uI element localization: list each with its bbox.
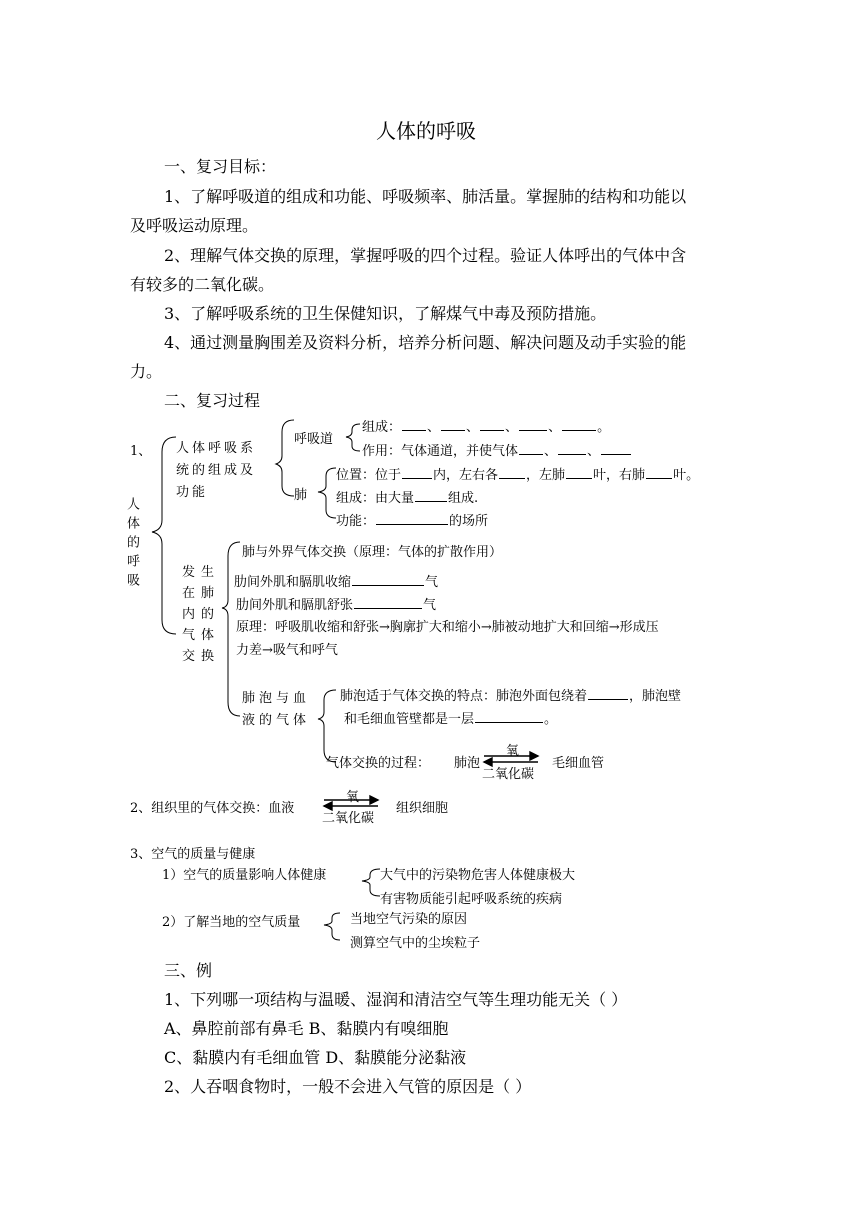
composition-label: 组成： xyxy=(362,420,402,435)
section1-heading: 一、复习目标： xyxy=(164,157,277,176)
air-sub2-b: 测算空气中的尘埃粒子 xyxy=(350,936,481,951)
blank xyxy=(402,417,426,431)
air-sub1: 1）空气的质量影响人体健康 xyxy=(162,868,327,883)
air-sub1-b: 有害物质能引起呼吸系统的疾病 xyxy=(380,892,563,907)
section2-heading: 二、复习过程 xyxy=(164,391,261,410)
separator: 、 xyxy=(427,420,441,435)
goal-2-line1: 2、理解气体交换的原理，掌握呼吸的四个过程。验证人体呼出的气体中含 xyxy=(164,246,687,265)
period: 。 xyxy=(597,420,611,435)
principle-line1: 原理：呼吸肌收缩和舒张→胸廓扩大和缩小→肺被动地扩大和回缩→形成压 xyxy=(236,620,659,635)
brace-air2 xyxy=(324,913,340,940)
principle-line2: 力差→吸气和呼气 xyxy=(236,643,338,658)
system-label: 人体呼吸系统的组成及功能 xyxy=(176,441,257,500)
blank xyxy=(566,465,592,479)
blank xyxy=(588,686,628,700)
text: ，肺泡壁 xyxy=(629,689,682,704)
blank xyxy=(354,595,422,609)
air-heading: 3、空气的质量与健康 xyxy=(130,847,256,862)
page-title: 人体的呼吸 xyxy=(376,119,476,143)
airway-label: 呼吸道 xyxy=(294,432,334,447)
text: 组成. xyxy=(448,491,479,506)
brace-system xyxy=(276,420,294,496)
alveoli-label: 肺泡与血液的气体 xyxy=(242,691,311,728)
blank xyxy=(480,417,504,431)
brace-air1 xyxy=(362,869,380,896)
brace-lung xyxy=(318,468,336,518)
brace-airway xyxy=(346,424,360,451)
separator: 、 xyxy=(544,444,558,459)
question-1-options-ab: A、鼻腔前部有鼻毛 B、黏膜内有嗅细胞 xyxy=(164,1019,449,1038)
separator: 、 xyxy=(466,420,480,435)
text: 叶，右肺 xyxy=(593,468,646,483)
lung-position xyxy=(336,464,699,483)
tissue-right: 组织细胞 xyxy=(396,801,449,816)
lung-label: 肺 xyxy=(294,488,308,503)
separator: 、 xyxy=(587,444,601,459)
blank xyxy=(402,465,432,479)
text: 气 xyxy=(423,598,437,613)
alveoli-left: 肺泡 xyxy=(454,756,481,771)
blank xyxy=(415,488,447,502)
blank xyxy=(519,441,543,455)
question-2: 2、人吞咽食物时，一般不会进入气管的原因是（ ） xyxy=(164,1077,532,1096)
blank xyxy=(475,709,543,723)
tissue-exchange: 2、组织里的气体交换：血液 xyxy=(130,801,295,816)
relax-line xyxy=(236,594,436,613)
goal-2-line2: 有较多的二氧化碳。 xyxy=(130,275,275,294)
blank xyxy=(441,417,465,431)
text: 。 xyxy=(544,712,558,727)
section3-heading: 三、例 xyxy=(164,961,213,980)
blank xyxy=(601,441,631,455)
blank xyxy=(352,572,424,586)
text: 叶。 xyxy=(673,468,700,483)
separator: 、 xyxy=(505,420,519,435)
alveoli-process: 气体交换的过程： xyxy=(326,756,431,771)
alveoli-feature1 xyxy=(340,685,681,704)
goal-4-line2: 力。 xyxy=(130,362,163,381)
blank xyxy=(558,441,586,455)
text: ，左肺 xyxy=(526,468,566,483)
alveoli-feature2 xyxy=(344,708,557,727)
text: 的场所 xyxy=(449,514,489,529)
air-sub1-a: 大气中的污染物危害人体健康极大 xyxy=(380,868,576,883)
text: 组成：由大量 xyxy=(336,491,415,506)
text: 肋间外肌和膈肌舒张 xyxy=(236,598,354,613)
blank xyxy=(376,511,448,525)
goal-3: 3、了解呼吸系统的卫生保健知识，了解煤气中毒及预防措施。 xyxy=(164,304,607,323)
blank xyxy=(562,417,596,431)
root-label: 人体的呼吸 xyxy=(124,497,139,592)
question-1: 1、下列哪一项结构与温暖、湿润和清洁空气等生理功能无关（ ） xyxy=(164,990,628,1009)
air-sub2: 2）了解当地的空气质量 xyxy=(162,915,301,930)
tissue-arrow-top: 氧 xyxy=(346,790,360,805)
text: 位置：位于 xyxy=(336,468,402,483)
separator: 、 xyxy=(548,420,562,435)
text: 内，左右各 xyxy=(433,468,499,483)
text: 和毛细血管壁都是一层 xyxy=(344,712,475,727)
lung-function xyxy=(336,510,488,529)
text: 肺泡适于气体交换的特点：肺泡外面包绕着 xyxy=(340,689,588,704)
brace-main xyxy=(152,437,176,634)
tissue-arrow-bottom: 二氧化碳 xyxy=(322,811,375,826)
alveoli-right: 毛细血管 xyxy=(552,756,605,771)
alveoli-arrow-bottom: 二氧化碳 xyxy=(482,767,535,782)
blank xyxy=(499,465,525,479)
airway-composition xyxy=(362,416,610,435)
text: 气 xyxy=(425,575,439,590)
exchange-label: 发生在肺内的气体交换 xyxy=(182,565,221,664)
part1-number: 1、 xyxy=(130,444,152,459)
alveoli-arrow-top: 氧 xyxy=(506,744,520,759)
goal-4-line1: 4、通过测量胸围差及资料分析，培养分析问题、解决问题及动手实验的能 xyxy=(164,333,687,352)
goal-1-line2: 及呼吸运动原理。 xyxy=(130,216,259,235)
contract-line xyxy=(234,571,438,590)
text: 肋间外肌和膈肌收缩 xyxy=(234,575,352,590)
blank xyxy=(646,465,672,479)
question-1-options-cd: C、黏膜内有毛细血管 D、黏膜能分泌黏液 xyxy=(164,1048,467,1067)
function-label: 作用：气体通道，并使气体 xyxy=(362,444,519,459)
blank xyxy=(519,417,547,431)
text: 功能： xyxy=(336,514,376,529)
lung-composition xyxy=(336,487,478,506)
airway-function xyxy=(362,440,632,459)
air-sub2-a: 当地空气污染的原因 xyxy=(350,912,468,927)
external-title: 肺与外界气体交换（原理：气体的扩散作用） xyxy=(242,545,503,560)
goal-1-line1: 1、了解呼吸道的组成和功能、呼吸频率、肺活量。掌握肺的结构和功能以 xyxy=(164,187,687,206)
